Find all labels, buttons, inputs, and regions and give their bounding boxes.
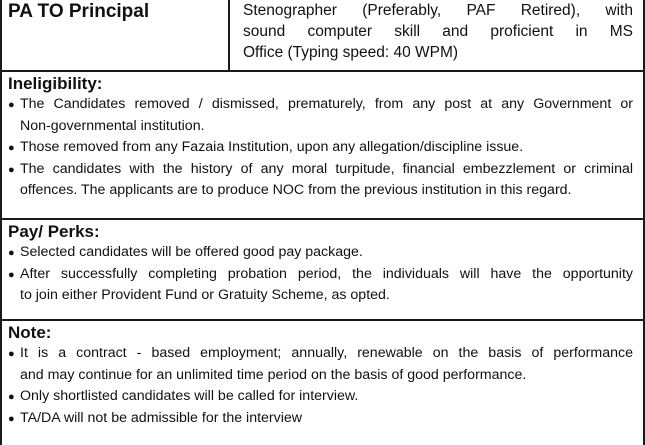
item-line: Non-governmental institution. <box>20 117 205 134</box>
ineligibility-section <box>2 72 643 220</box>
note-section <box>2 321 643 445</box>
position-requirements <box>230 0 643 70</box>
bullet-icon: ● <box>8 99 15 111</box>
item-line: Those removed from any Fazaia Institution, upon any allegation/discipline issue. <box>20 139 524 155</box>
list-item <box>8 408 633 430</box>
list-item <box>8 242 633 264</box>
item-line: The Candidates removed / dismissed, prematurely, from any post at any Government or <box>20 96 633 112</box>
requirement-line: sound computer skill and proficient in MS <box>243 23 633 40</box>
list-item <box>8 137 633 159</box>
bullet-icon: ● <box>8 348 15 360</box>
section-heading: Note: <box>8 323 52 342</box>
requirement-line: Office (Typing speed: 40 WPM) <box>243 44 459 61</box>
item-line: Selected candidates will be offered good pay package. <box>20 244 363 260</box>
bullet-icon: ● <box>8 142 15 154</box>
section-heading: Ineligibility: <box>8 74 103 93</box>
item-line: and may continue for an unlimited time period on the basis of good performance. <box>20 366 527 383</box>
item-line: to join either Provident Fund or Gratuity Scheme, as opted. <box>20 287 390 303</box>
bullet-icon: ● <box>8 163 15 176</box>
bullet-icon: ● <box>8 391 15 403</box>
requirement-line: Stenographer (Preferably, PAF Retired), with <box>243 2 633 19</box>
position-row <box>2 0 643 72</box>
item-line: Only shortlisted candidates will be called for interview. <box>20 388 359 404</box>
pay-perks-section <box>2 220 643 321</box>
item-line: TA/DA will not be admissible for the interview <box>20 409 303 426</box>
item-line: It is a contract - based employment; annually, renewable on the basis of performance <box>20 345 633 361</box>
bullet-list <box>8 94 633 202</box>
item-line: The candidates with the history of any moral turpitude, financial embezzlement or criminal <box>20 160 633 177</box>
list-item <box>8 386 633 408</box>
list-item <box>8 343 633 386</box>
item-line: offences. The applicants are to produce NOC from the previous institution in this regard. <box>20 182 572 198</box>
bullet-icon: ● <box>8 412 15 425</box>
item-line: After successfully completing probation period, the individuals will have the opportunity <box>20 265 633 282</box>
list-item <box>8 94 633 137</box>
bullet-icon: ● <box>8 268 15 281</box>
list-item <box>8 264 633 307</box>
section-heading: Pay/ Perks: <box>8 222 100 241</box>
bullet-list <box>8 242 633 307</box>
bullet-list <box>8 343 633 429</box>
position-title: PA TO Principal <box>2 0 230 70</box>
bullet-icon: ● <box>8 247 15 259</box>
list-item <box>8 159 633 202</box>
